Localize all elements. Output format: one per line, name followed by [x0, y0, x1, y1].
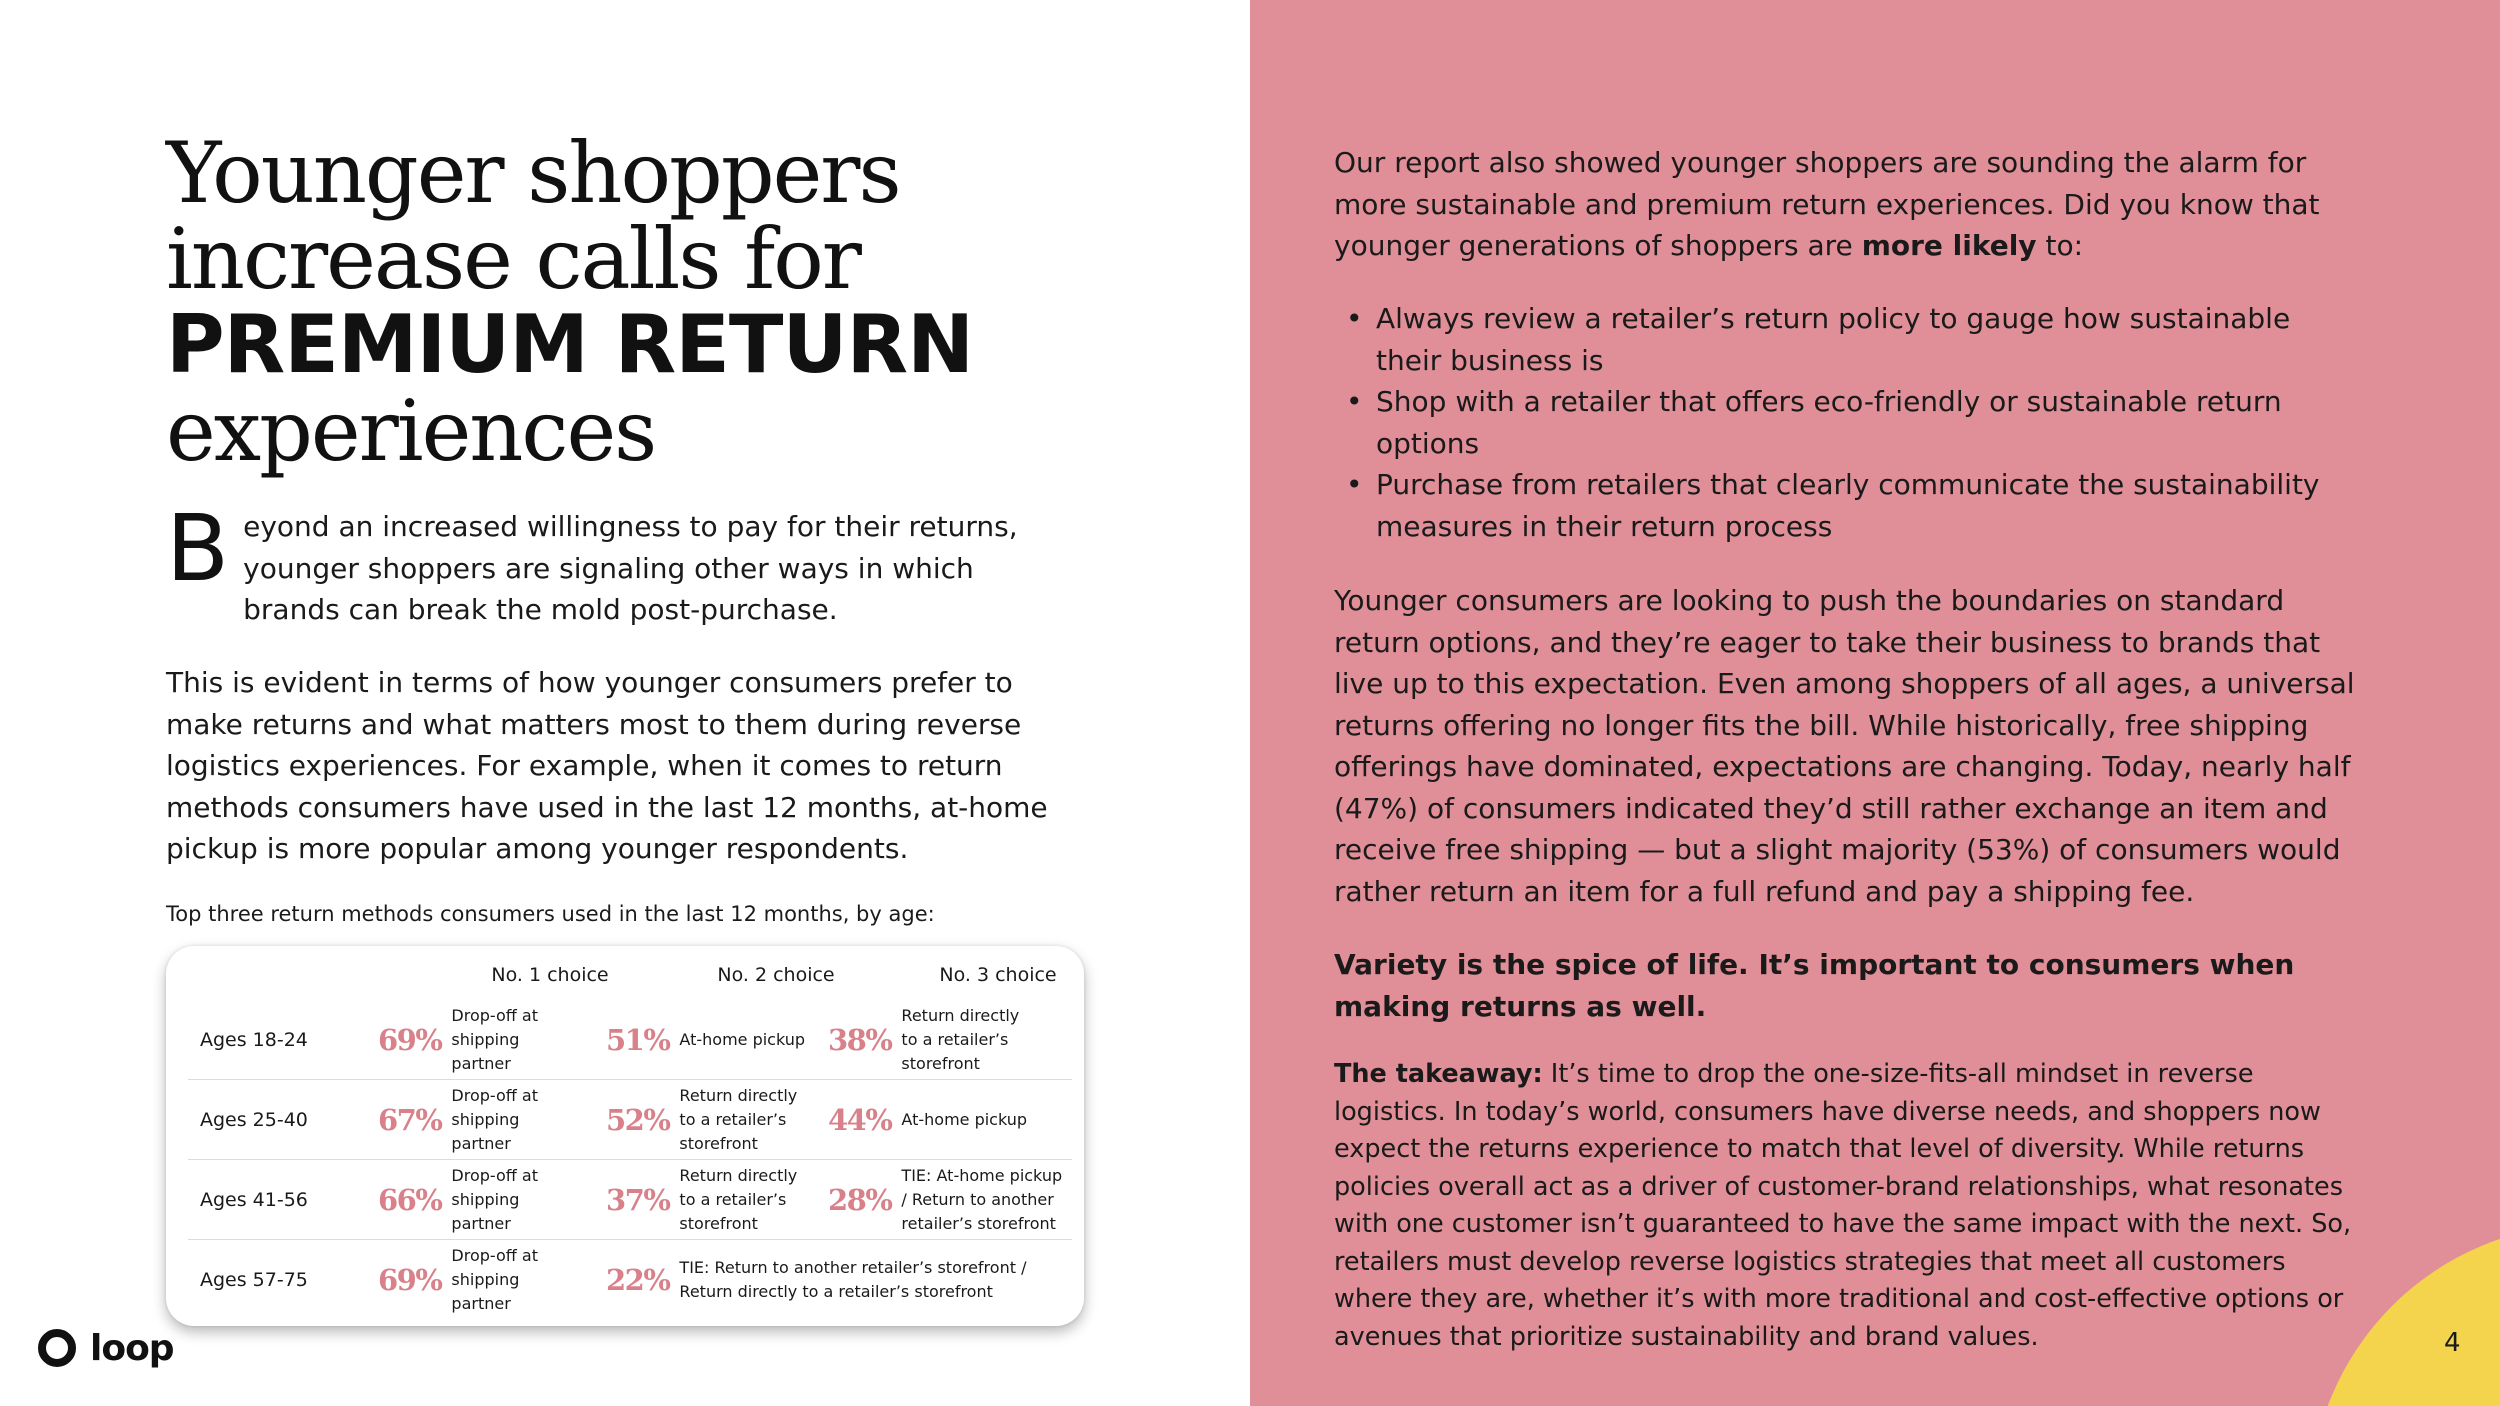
headline-line-1: Younger shoppers [166, 124, 900, 222]
right-intro-end: to: [2036, 229, 2084, 262]
method-label: TIE: Return to another retailer’s storefront / Return directly to a retailer’s storefront [679, 1258, 1027, 1301]
percent-value: 52% [606, 1103, 670, 1137]
column-header-2: No. 2 choice [717, 964, 835, 986]
logo-wordmark: loop [90, 1327, 174, 1369]
page-title [166, 124, 1166, 480]
table-row [188, 1240, 1072, 1320]
right-intro-text: Our report also showed younger shoppers are sounding the alarm for more sustainable and premium return experiences. Did you know that younger generations of shoppers are [1334, 146, 2320, 262]
table-caption: Top three return methods consumers used in the last 12 months, by age: [166, 902, 935, 926]
table-row [188, 1000, 1072, 1080]
headline-line-4: experiences [166, 382, 656, 480]
method-label: Drop-off at shipping partner [451, 1246, 538, 1313]
method-label: At-home pickup [901, 1110, 1028, 1129]
percent-value: 51% [606, 1023, 670, 1057]
bullet-icon: • [1346, 468, 1363, 501]
drop-cap: B [166, 495, 230, 602]
method-label: At-home pickup [679, 1030, 806, 1049]
method-label: Drop-off at shipping partner [451, 1086, 538, 1153]
bullet-icon: • [1346, 302, 1363, 335]
right-intro-emphasis: more likely [1861, 229, 2037, 262]
age-group-label: Ages 18-24 [200, 1029, 308, 1051]
choice-1-cell [378, 1240, 598, 1320]
list-item-text: Purchase from retailers that clearly communicate the sustainability measures in their return process [1376, 468, 2320, 543]
column-header-3: No. 3 choice [939, 964, 1057, 986]
age-group-label: Ages 57-75 [200, 1269, 308, 1291]
right-panel [1250, 0, 2500, 1406]
method-label: Return directly to a retailer’s storefront [679, 1166, 798, 1233]
choice-3-cell [828, 1080, 1072, 1160]
table-row [188, 1080, 1072, 1160]
percent-value: 66% [378, 1183, 442, 1217]
right-paragraph-3: Younger consumers are looking to push the boundaries on standard return options, and they’re eager to take their business to brands that live up to this expectation. Even among shoppers of all ages, a universal returns offering no longer fits the bill. While historically, free shipping offerings have dominated, expectations are changing. Today, nearly half (47%) of consumers indicated they’d still rather exchange an item and receive free shipping — but a slight majority (53%) of consumers would rather return an item for a full refund and pay a shipping fee. [1334, 584, 2355, 908]
takeaway-label: The takeaway: [1334, 1059, 1543, 1089]
percent-value: 44% [828, 1103, 892, 1137]
method-label: Drop-off at shipping partner [451, 1006, 538, 1073]
method-label: Return directly to a retailer’s storefront [679, 1086, 798, 1153]
bullet-icon: • [1346, 385, 1363, 418]
choice-2-cell [606, 1000, 826, 1080]
page-number: 4 [2444, 1328, 2461, 1358]
method-label: Drop-off at shipping partner [451, 1166, 538, 1233]
method-label: Return directly to a retailer’s storefront [901, 1006, 1020, 1073]
method-label: TIE: At-home pickup / Return to another retailer’s storefront [901, 1166, 1063, 1233]
body-paragraph-2: This is evident in terms of how younger consumers prefer to make returns and what matters most to them during reverse logistics experiences. For example, when it comes to return methods consumers have used in the last 12 months, at-home pickup is more popular among younger respondents. [166, 666, 1048, 865]
choice-2-cell [606, 1080, 826, 1160]
behaviors-list [1334, 298, 2364, 547]
list-item-text: Always review a retailer’s return policy to gauge how sustainable their business is [1376, 302, 2291, 377]
takeaway-paragraph [1334, 1056, 2364, 1356]
percent-value: 69% [378, 1263, 442, 1297]
age-group-label: Ages 41-56 [200, 1189, 308, 1211]
percent-value: 28% [828, 1183, 892, 1217]
loop-ring-icon [38, 1329, 76, 1367]
age-group-label: Ages 25-40 [200, 1109, 308, 1131]
return-methods-table [166, 946, 1084, 1326]
list-item [1334, 298, 2364, 381]
list-item [1334, 464, 2364, 547]
headline-line-2: increase calls for [166, 210, 860, 308]
intro-paragraph [166, 495, 1066, 631]
variety-callout: Variety is the spice of life. It’s important to consumers when making returns as well. [1334, 948, 2295, 1023]
right-intro-paragraph [1334, 142, 2364, 267]
choice-1-cell [378, 1160, 598, 1240]
percent-value: 67% [378, 1103, 442, 1137]
choice-3-cell [828, 1000, 1072, 1080]
percent-value: 37% [606, 1183, 670, 1217]
choice-3-cell [828, 1160, 1072, 1240]
choice-2-cell [606, 1240, 1036, 1320]
headline-line-3: PREMIUM RETURN [166, 298, 974, 391]
percent-value: 69% [378, 1023, 442, 1057]
choice-1-cell [378, 1080, 598, 1160]
choice-1-cell [378, 1000, 598, 1080]
intro-text: eyond an increased willingness to pay for their returns, younger shoppers are signaling other ways in which brands can break the mold post-purchase. [243, 510, 1018, 626]
list-item [1334, 381, 2364, 464]
choice-2-cell [606, 1160, 826, 1240]
percent-value: 38% [828, 1023, 892, 1057]
list-item-text: Shop with a retailer that offers eco-friendly or sustainable return options [1376, 385, 2282, 460]
takeaway-text: It’s time to drop the one-size-fits-all mindset in reverse logistics. In today’s world, consumers have diverse needs, and shoppers now expect the returns experience to match that level of diversity. While returns policies overall act as a driver of customer-brand relationships, what resonates with one customer isn’t guaranteed to have the same impact with the next. So, retailers must develop reverse logistics strategies that meet all customers where they are, whether it’s with more traditional and cost-effective options or avenues that prioritize sustainability and brand values. [1334, 1059, 2352, 1352]
column-header-1: No. 1 choice [491, 964, 609, 986]
table-row [188, 1160, 1072, 1240]
loop-logo [38, 1326, 174, 1370]
percent-value: 22% [606, 1263, 670, 1297]
